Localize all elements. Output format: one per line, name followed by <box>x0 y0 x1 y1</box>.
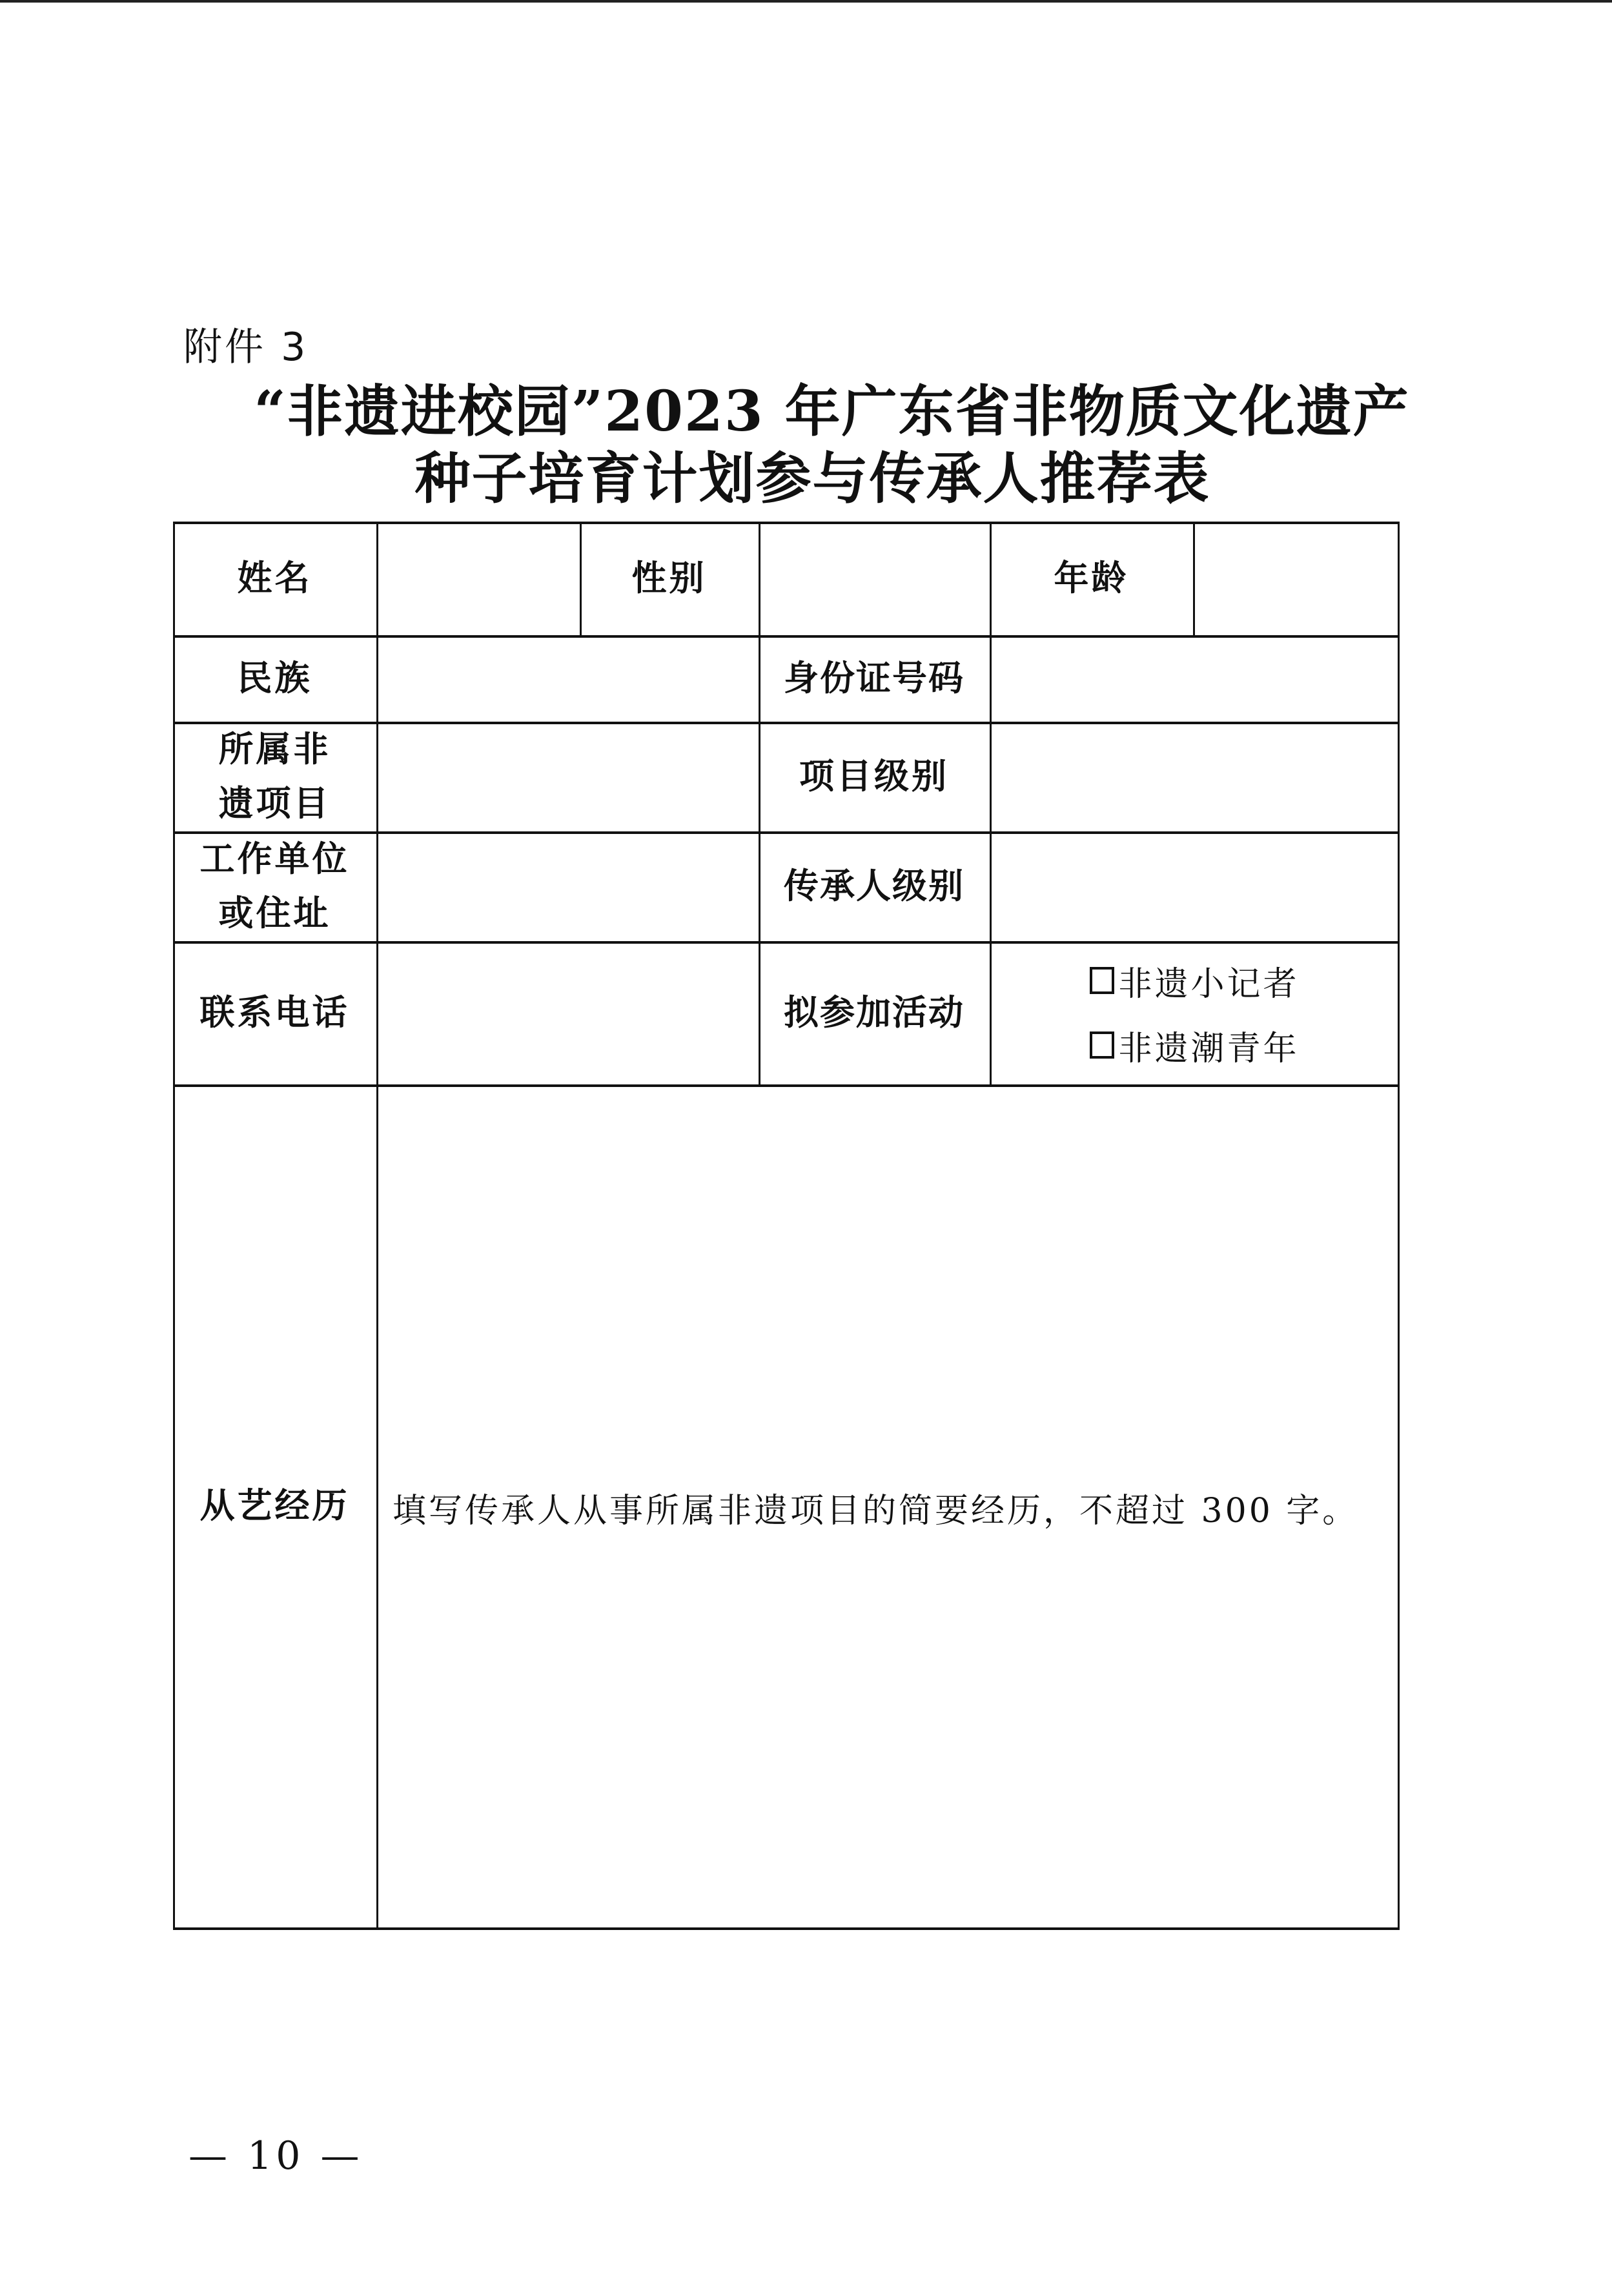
gender-field[interactable] <box>760 524 990 635</box>
name-field[interactable] <box>378 524 580 635</box>
option-label: 非遗潮青年 <box>1118 1029 1300 1068</box>
inheritor-level-label: 传承人级别 <box>784 866 964 906</box>
label-line: 或住址 <box>218 893 331 933</box>
id-number-field[interactable] <box>992 638 1398 722</box>
project-level-field[interactable] <box>992 724 1398 831</box>
ethnicity-field[interactable] <box>378 638 759 722</box>
ethnicity-label: 民族 <box>237 658 312 698</box>
name-label: 姓名 <box>237 558 312 598</box>
activity-option-trendy-youth[interactable] <box>1090 1013 1299 1077</box>
age-field[interactable] <box>1195 524 1398 635</box>
work-unit-address-field[interactable] <box>378 834 759 941</box>
option-label: 非遗小记者 <box>1118 964 1300 1004</box>
table-border-right <box>1398 522 1400 1930</box>
attachment-label: 附件 3 <box>183 325 309 370</box>
age-label: 年龄 <box>1054 558 1129 598</box>
table-border-bottom <box>173 1927 1400 1930</box>
work-unit-address-label <box>173 831 376 941</box>
label-line: 工作单位 <box>199 838 350 879</box>
page-number: — 10 — <box>189 2133 363 2179</box>
gender-label: 性别 <box>631 558 707 598</box>
experience-hint: 填写传承人从事所属非遗项目的简要经历，不超过 300 字。 <box>393 1491 1359 1530</box>
checkbox-icon[interactable] <box>1090 967 1114 994</box>
label-line: 所属非 <box>218 729 331 769</box>
id-number-label: 身份证号码 <box>784 658 964 698</box>
experience-field[interactable] <box>378 1087 1398 1927</box>
phone-field[interactable] <box>378 944 759 1084</box>
planned-activity-options <box>992 941 1398 1084</box>
form-title-line-2: 种子培育计划参与传承人推荐表 <box>414 446 1210 511</box>
activity-option-young-reporter[interactable] <box>1090 948 1299 1013</box>
scan-top-edge <box>0 0 1612 3</box>
heritage-project-field[interactable] <box>378 724 759 831</box>
inheritor-level-field[interactable] <box>992 834 1398 941</box>
label-line: 遗项目 <box>218 783 331 824</box>
heritage-project-label <box>173 722 376 831</box>
checkbox-icon[interactable] <box>1090 1031 1114 1059</box>
recommendation-form-table <box>173 522 1400 1930</box>
planned-activity-label: 拟参加活动 <box>784 992 964 1033</box>
phone-label: 联系电话 <box>199 992 350 1033</box>
experience-label: 从艺经历 <box>199 1485 350 1526</box>
project-level-label: 项目级别 <box>799 756 949 797</box>
form-title-line-1: “非遗进校园”2023 年广东省非物质文化遗产 <box>254 379 1410 444</box>
